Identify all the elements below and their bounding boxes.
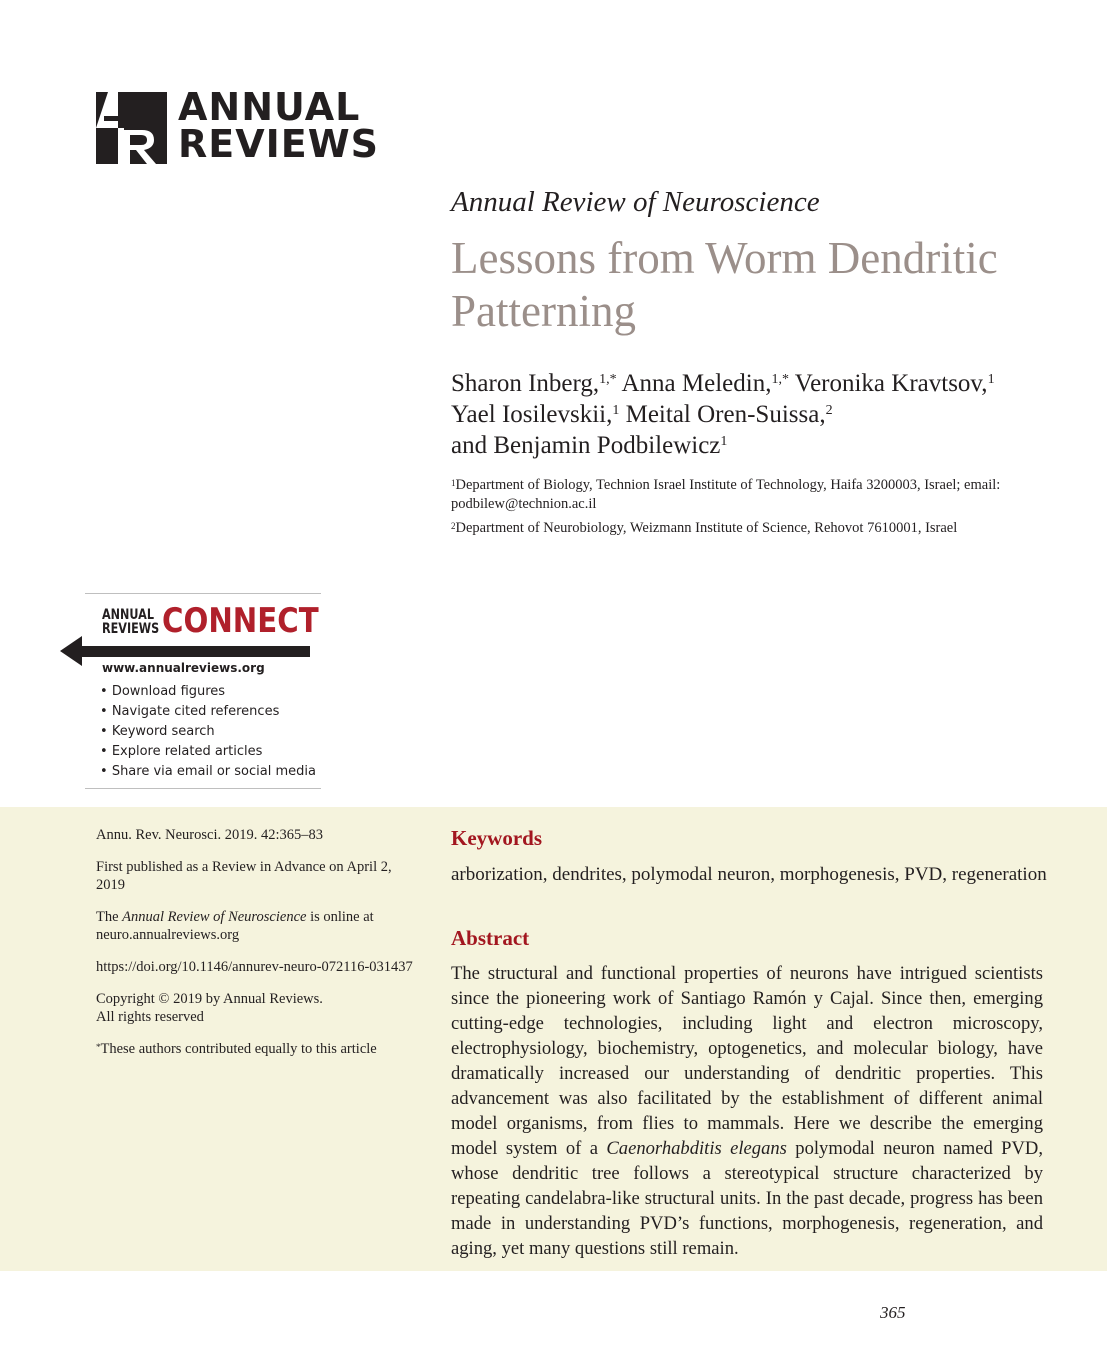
doi-link[interactable]: https://doi.org/10.1146/annurev-neuro-072116-031437: [96, 959, 413, 975]
connect-small1: ANNUAL: [102, 607, 154, 623]
list-item: • Explore related articles: [100, 742, 316, 762]
online-pre: The: [96, 909, 123, 925]
keywords-text: arborization, dendrites, polymodal neuron, morphogenesis, PVD, regeneration: [451, 864, 1047, 885]
published-date: First published as a Review in Advance on April 2, 2019: [96, 859, 392, 893]
author-sup: 1,*: [599, 372, 617, 387]
connect-small-logo: [102, 608, 159, 636]
page-number: 365: [880, 1303, 906, 1322]
list-item: • Navigate cited references: [100, 702, 316, 722]
author-name: Veronika Kravtsov,: [794, 370, 988, 397]
ar-logo-mark: [96, 92, 167, 164]
author-name: Sharon Inberg,: [451, 370, 600, 397]
copyright-line1: Copyright © 2019 by Annual Reviews.: [96, 991, 323, 1007]
abstract-part2: polymodal neuron named PVD, whose dendritic tree follows a stereotypical structure characterized by repeating candelabra-like structural units. In the past decade, progress has been made in understanding PVD’s functions, morphogenesis, regeneration, and aging, yet many questions still remain.: [451, 1138, 1043, 1259]
online-post: is online at neuro.annualreviews.org: [96, 909, 374, 943]
annual-reviews-logo: [96, 85, 380, 166]
author-list: [451, 368, 1071, 461]
affiliation-text: Department of Biology, Technion Israel Institute of Technology, Haifa 3200003, Israel; email: podbilew@technion.ac.il: [451, 477, 1001, 512]
author-name: Yael Iosilevskii,: [451, 401, 613, 428]
connect-small2: REVIEWS: [102, 621, 160, 637]
affiliation-sup: 2: [451, 521, 456, 531]
affiliation-sup: 1: [451, 478, 456, 488]
author-name: and Benjamin Podbilewicz: [451, 432, 721, 459]
citation: Annu. Rev. Neurosci. 2019. 42:365–83: [96, 827, 324, 843]
journal-name: Annual Review of Neuroscience: [451, 186, 820, 218]
list-item: • Share via email or social media: [100, 762, 316, 782]
copyright: [96, 990, 416, 1026]
author-sup: 2: [825, 403, 833, 418]
affiliation-text: Department of Neurobiology, Weizmann Institute of Science, Rehovot 7610001, Israel: [455, 520, 958, 536]
abstract-part1: The structural and functional properties of neurons have intrigued scientists since the pioneering work of Santiago Ramón y Cajal. Since then, emerging cutting-edge technologies, including light and electron microscopy, electrophysiology, biochemistry, optogenetics, and molecular biology, have dramatically increased our understanding of dendritic properties. This advancement was also facilitated by the establishment of different animal model organisms, from flies to mammals. Here we describe the emerging model system of a: [451, 963, 1043, 1159]
abstract-heading: Abstract: [451, 926, 530, 950]
affiliation: [451, 476, 1051, 514]
keywords-heading: Keywords: [451, 826, 542, 850]
author-sup: 1: [612, 403, 620, 418]
online-info: [96, 908, 416, 944]
note-text: These authors contributed equally to this article: [100, 1041, 377, 1057]
author-sup: 1,*: [771, 372, 789, 387]
connect-feature-list: [100, 682, 316, 782]
logo-line1: ANNUAL: [178, 85, 361, 129]
affiliation: [451, 519, 1051, 538]
article-title: Lessons from Worm Dendritic Patterning: [451, 233, 998, 336]
list-item: • Download figures: [100, 682, 316, 702]
species-name: Caenorhabditis elegans: [606, 1138, 787, 1159]
author-sup: 1: [720, 434, 728, 449]
equal-contribution-note: [96, 1040, 416, 1058]
abstract-text: [451, 961, 1043, 1261]
logo-wordmark: [178, 85, 380, 166]
author-name: Meital Oren-Suissa,: [625, 401, 826, 428]
connect-box[interactable]: [85, 593, 321, 789]
connect-wordmark: CONNECT: [162, 601, 319, 641]
logo-line2: REVIEWS: [178, 122, 380, 166]
online-journal: Annual Review of Neuroscience: [122, 909, 307, 925]
list-item: • Keyword search: [100, 722, 316, 742]
author-name: Anna Meledin,: [621, 370, 772, 397]
note-sup: *: [96, 1042, 101, 1052]
connect-url[interactable]: www.annualreviews.org: [102, 661, 265, 675]
copyright-line2: All rights reserved: [96, 1009, 204, 1025]
author-sup: 1: [987, 372, 995, 387]
article-meta: [96, 826, 416, 1072]
